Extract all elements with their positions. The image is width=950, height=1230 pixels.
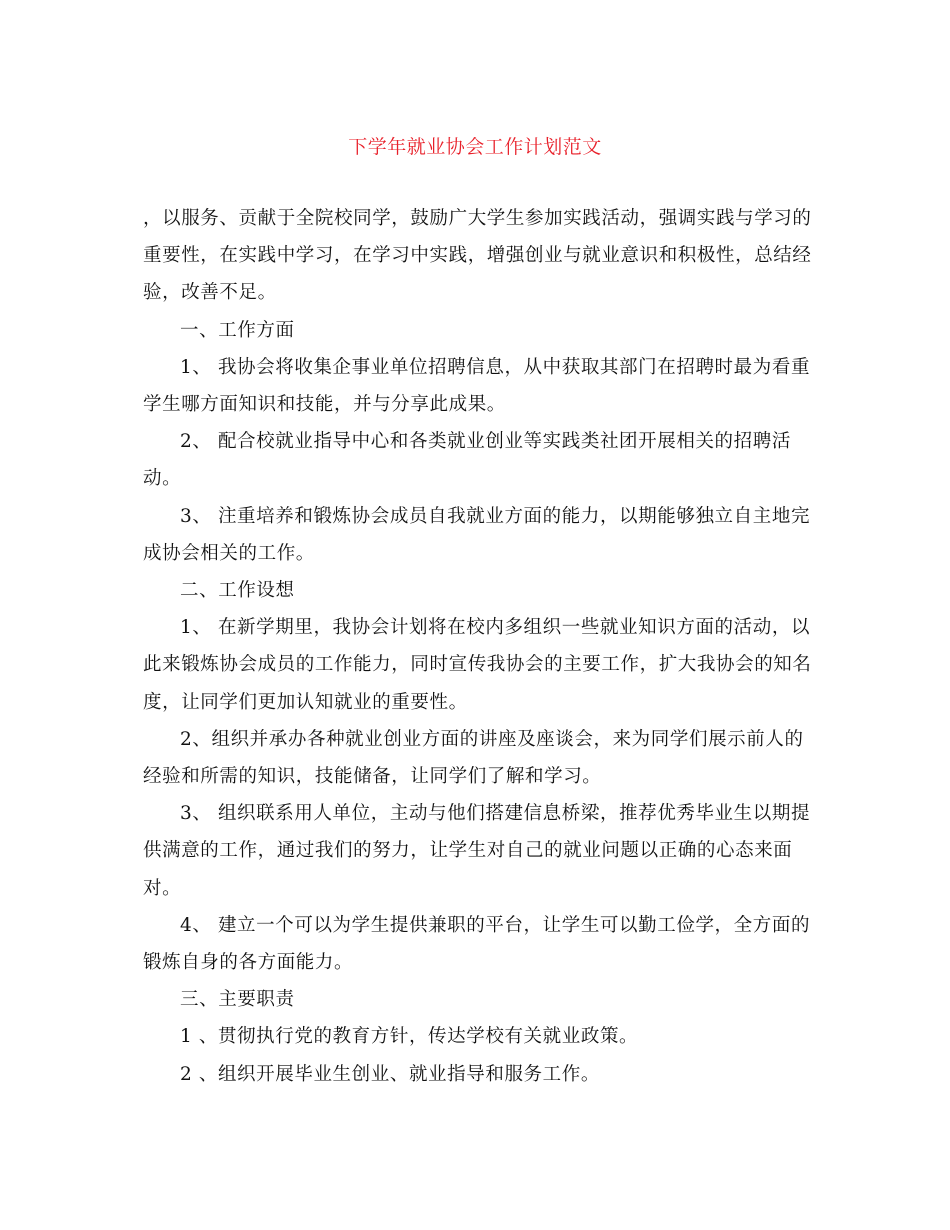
paragraph-work-item-1: 1、 我协会将收集企事业单位招聘信息，从中获取其部门在招聘时最为看重学生哪方面知识和技能，并与分享此成果。	[143, 356, 811, 416]
paragraph-plan-item-4: 4、 建立一个可以为学生提供兼职的平台，让学生可以勤工俭学，全方面的锻炼自身的各方面能力。	[143, 914, 811, 974]
paragraph-work-item-2: 2、 配合校就业指导中心和各类就业创业等实践类社团开展相关的招聘活动。	[143, 431, 791, 490]
paragraph-work-item-3: 3、 注重培养和锻炼协会成员自我就业方面的能力，以期能够独立自主地完成协会相关的工作。	[143, 505, 811, 564]
paragraph-duty-item-2: 2 、组织开展毕业生创业、就业指导和服务工作。	[180, 1063, 600, 1085]
paragraph-plan-item-2: 2、组织并承办各种就业创业方面的讲座及座谈会，来为同学们展示前人的经验和所需的知识，技能储备，让同学们了解和学习。	[143, 728, 804, 788]
document-body	[143, 200, 813, 1093]
document-title: 下学年就业协会工作计划范文	[348, 136, 602, 158]
paragraph-plan-item-1: 1、 在新学期里，我协会计划将在校内多组织一些就业知识方面的活动，以此来锻炼协会成员的工作能力，同时宣传我协会的主要工作，扩大我协会的知名度，让同学们更加认知就业的重要性。	[143, 617, 812, 713]
section-heading-duties: 三、主要职责	[180, 989, 295, 1011]
section-heading-work-plans: 二、工作设想	[180, 580, 295, 602]
section-heading-work-aspects: 一、工作方面	[180, 319, 295, 341]
paragraph-plan-item-3: 3、 组织联系用人单位，主动与他们搭建信息桥梁，推荐优秀毕业生以期提供满意的工作，通过我们的努力，让学生对自己的就业问题以正确的心态来面对。	[143, 803, 811, 899]
paragraph-intro: ，以服务、贡献于全院校同学，鼓励广大学生参加实践活动，强调实践与学习的重要性，在实践中学习，在学习中实践，增强创业与就业意识和积极性，总结经验，改善不足。	[143, 208, 812, 304]
paragraph-duty-item-1: 1 、贯彻执行党的教育方针，传达学校有关就业政策。	[180, 1026, 639, 1048]
